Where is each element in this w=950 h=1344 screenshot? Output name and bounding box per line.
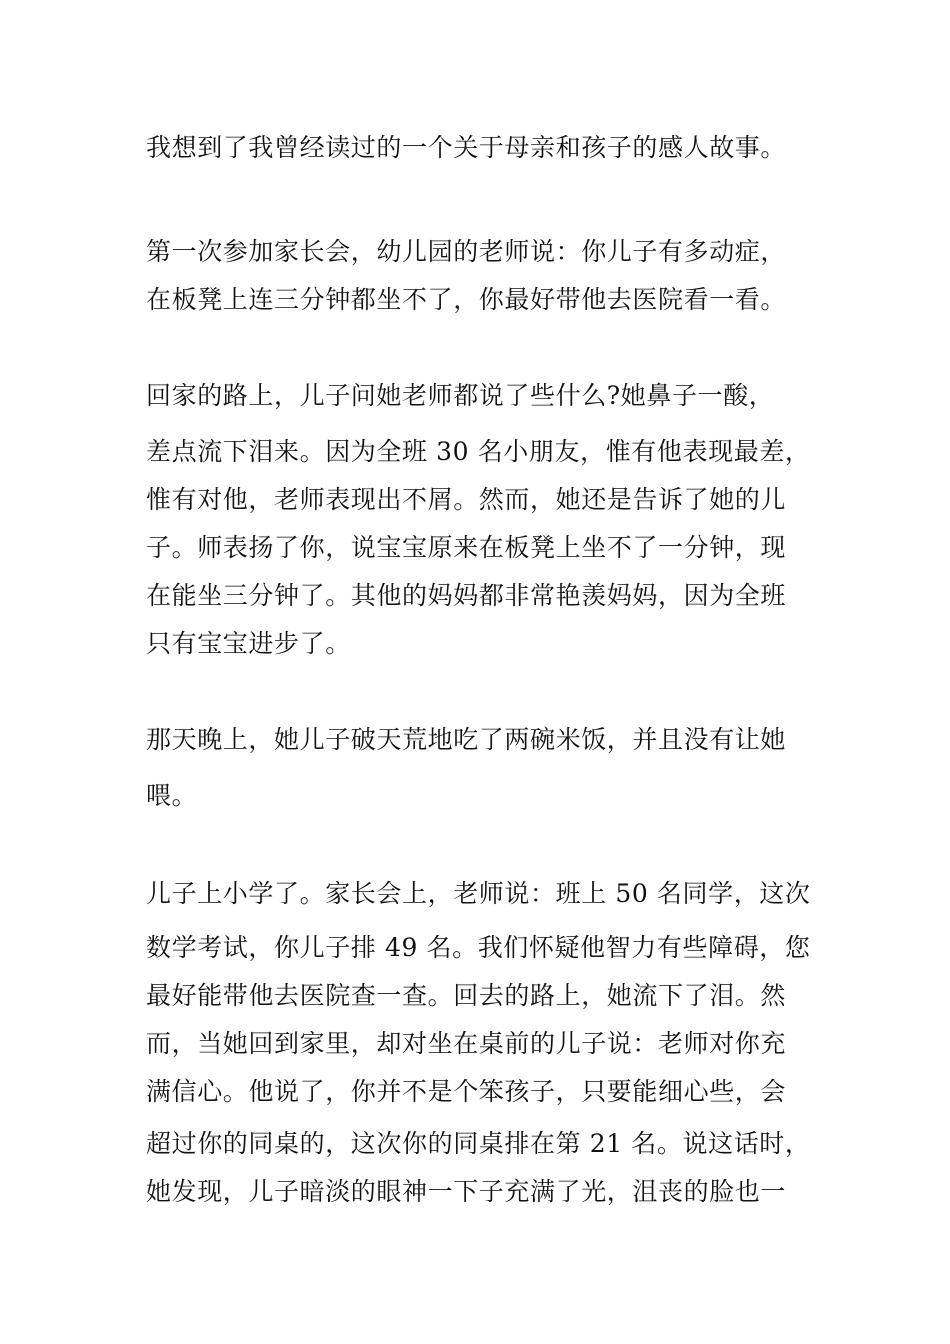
paragraph-line: 只有宝宝进步了。: [146, 629, 351, 658]
paragraph-line: 在能坐三分钟了。其他的妈妈都非常艳羡妈妈，因为全班: [146, 581, 787, 610]
paragraph-line: 子。师表扬了你，说宝宝原来在板凳上坐不了一分钟，现: [146, 533, 787, 562]
paragraph-line: 而，当她回到家里，却对坐在桌前的儿子说：老师对你充: [146, 1029, 787, 1058]
paragraph-line: 惟有对他，老师表现出不屑。然而，她还是告诉了她的儿: [146, 485, 787, 514]
paragraph-line: 喂。: [146, 781, 198, 810]
paragraph-line: 我想到了我曾经读过的一个关于母亲和孩子的感人故事。: [146, 133, 787, 162]
paragraph-line: 满信心。他说了，你并不是个笨孩子，只要能细心些，会: [146, 1077, 787, 1106]
paragraph-line: 第一次参加家长会，幼儿园的老师说：你儿子有多动症，: [146, 237, 787, 266]
paragraph-line: 超过你的同桌的，这次你的同桌排在第 21 名。说这话时，: [146, 1129, 811, 1158]
paragraph-line: 那天晚上，她儿子破天荒地吃了两碗米饭，并且没有让她: [146, 725, 787, 754]
paragraph-line: 回家的路上，儿子问她老师都说了些什么?她鼻子一酸，: [146, 381, 775, 410]
paragraph-line: 儿子上小学了。家长会上，老师说：班上 50 名同学，这次: [146, 879, 811, 908]
paragraph-line: 差点流下泪来。因为全班 30 名小朋友，惟有他表现最差，: [146, 437, 811, 466]
paragraph-line: 在板凳上连三分钟都坐不了，你最好带他去医院看一看。: [146, 285, 787, 314]
paragraph-line: 她发现，儿子暗淡的眼神一下子充满了光，沮丧的脸也一: [146, 1177, 787, 1206]
paragraph-line: 最好能带他去医院查一查。回去的路上，她流下了泪。然: [146, 981, 787, 1010]
paragraph-line: 数学考试，你儿子排 49 名。我们怀疑他智力有些障碍，您: [146, 933, 811, 962]
